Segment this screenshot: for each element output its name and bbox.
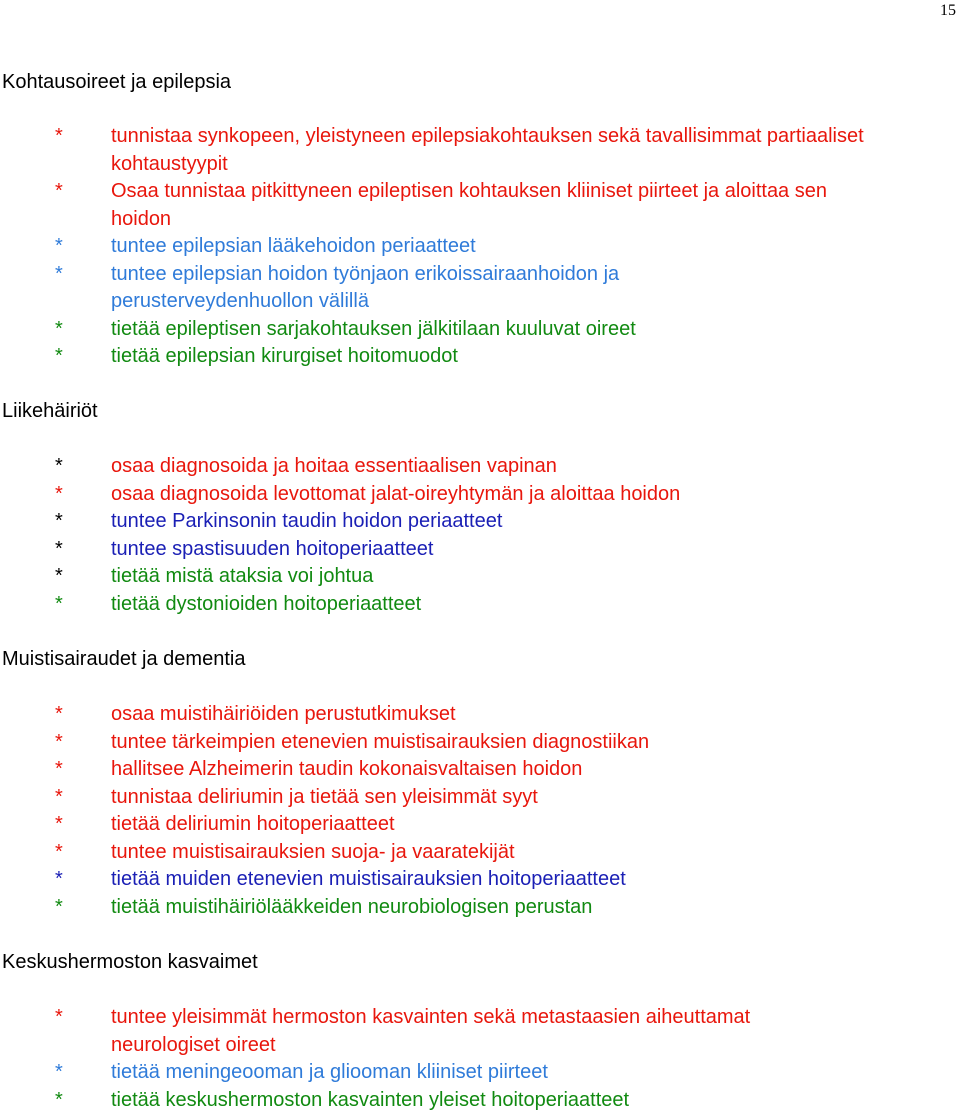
- list-item: [0, 233, 871, 261]
- item-text: tuntee Parkinsonin taudin hoidon periaatteet: [111, 510, 502, 532]
- bullet-asterisk: *: [55, 894, 63, 922]
- bullet-asterisk: *: [55, 536, 63, 564]
- item-text: tunnistaa synkopeen, yleistyneen epilepsiakohtauksen sekä tavallisimmat partiaaliset kohtaustyypit: [111, 125, 864, 175]
- bullet-asterisk: *: [55, 839, 63, 867]
- bullet-asterisk: *: [55, 316, 63, 344]
- bullet-asterisk: *: [55, 1087, 63, 1114]
- list-item: [0, 839, 871, 867]
- section-cns-tumors: [0, 948, 960, 1114]
- section-movement-disorders: [0, 397, 960, 618]
- bullet-asterisk: *: [55, 1059, 63, 1087]
- item-text: tuntee spastisuuden hoitoperiaatteet: [111, 538, 433, 560]
- bullet-asterisk: *: [55, 453, 63, 481]
- list-item: [0, 894, 871, 922]
- list-item: [0, 701, 871, 729]
- section-seizures-epilepsy: [0, 68, 960, 371]
- bullet-asterisk: *: [55, 784, 63, 812]
- list-item: [0, 729, 871, 757]
- item-text: Osaa tunnistaa pitkittyneen epileptisen kohtauksen kliiniset piirteet ja aloittaa sen hoidon: [111, 180, 827, 230]
- list-item: [0, 784, 871, 812]
- list-item: [0, 178, 871, 233]
- item-text: tuntee epilepsian hoidon työnjaon erikoissairaanhoidon ja perusterveydenhuollon välillä: [111, 263, 619, 313]
- item-text: tietää muiden etenevien muistisairauksien hoitoperiaatteet: [111, 868, 626, 890]
- page-number: 15: [940, 2, 956, 20]
- bullet-asterisk: *: [55, 756, 63, 784]
- section-memory-disorders-dementia: [0, 645, 960, 921]
- list-item: [0, 1087, 871, 1114]
- item-text: tunnistaa deliriumin ja tietää sen yleisimmät syyt: [111, 786, 538, 808]
- list-item: [0, 508, 871, 536]
- item-text: hallitsee Alzheimerin taudin kokonaisvaltaisen hoidon: [111, 758, 582, 780]
- item-text: tuntee yleisimmät hermoston kasvainten sekä metastaasien aiheuttamat neurologiset oireet: [111, 1006, 750, 1056]
- objective-list: [0, 701, 960, 921]
- section-heading: Muistisairaudet ja dementia: [0, 645, 960, 673]
- objective-list: [0, 1004, 960, 1114]
- bullet-asterisk: *: [55, 563, 63, 591]
- item-text: tietää meningeooman ja gliooman kliiniset piirteet: [111, 1061, 548, 1083]
- list-item: [0, 536, 871, 564]
- list-item: [0, 343, 871, 371]
- bullet-asterisk: *: [55, 729, 63, 757]
- list-item: [0, 866, 871, 894]
- bullet-asterisk: *: [55, 1004, 63, 1032]
- item-text: osaa muistihäiriöiden perustutkimukset: [111, 703, 456, 725]
- item-text: tietää epileptisen sarjakohtauksen jälkitilaan kuuluvat oireet: [111, 318, 636, 340]
- section-heading: Kohtausoireet ja epilepsia: [0, 68, 960, 96]
- list-item: [0, 453, 871, 481]
- item-text: tuntee muistisairauksien suoja- ja vaaratekijät: [111, 841, 515, 863]
- list-item: [0, 563, 871, 591]
- item-text: tietää deliriumin hoitoperiaatteet: [111, 813, 395, 835]
- list-item: [0, 756, 871, 784]
- list-item: [0, 1004, 771, 1059]
- bullet-asterisk: *: [55, 508, 63, 536]
- bullet-asterisk: *: [55, 233, 63, 261]
- bullet-asterisk: *: [55, 178, 63, 206]
- item-text: tietää keskushermoston kasvainten yleiset hoitoperiaatteet: [111, 1089, 629, 1111]
- item-text: tuntee tärkeimpien etenevien muistisairauksien diagnostiikan: [111, 731, 649, 753]
- section-heading: Liikehäiriöt: [0, 397, 960, 425]
- list-item: [0, 481, 871, 509]
- item-text: osaa diagnosoida ja hoitaa essentiaalisen vapinan: [111, 455, 557, 477]
- bullet-asterisk: *: [55, 481, 63, 509]
- item-text: tuntee epilepsian lääkehoidon periaatteet: [111, 235, 476, 257]
- list-item: [0, 261, 791, 316]
- objective-list: [0, 453, 960, 618]
- item-text: tietää dystonioiden hoitoperiaatteet: [111, 593, 421, 615]
- item-text: osaa diagnosoida levottomat jalat-oireyhtymän ja aloittaa hoidon: [111, 483, 680, 505]
- section-heading: Keskushermoston kasvaimet: [0, 948, 960, 976]
- bullet-asterisk: *: [55, 123, 63, 151]
- list-item: [0, 811, 871, 839]
- item-text: tietää epilepsian kirurgiset hoitomuodot: [111, 345, 458, 367]
- item-text: tietää muistihäiriölääkkeiden neurobiologisen perustan: [111, 896, 592, 918]
- bullet-asterisk: *: [55, 591, 63, 619]
- item-text: tietää mistä ataksia voi johtua: [111, 565, 373, 587]
- bullet-asterisk: *: [55, 866, 63, 894]
- list-item: [0, 316, 871, 344]
- bullet-asterisk: *: [55, 811, 63, 839]
- objective-list: [0, 123, 960, 371]
- bullet-asterisk: *: [55, 261, 63, 289]
- list-item: [0, 1059, 871, 1087]
- bullet-asterisk: *: [55, 701, 63, 729]
- bullet-asterisk: *: [55, 343, 63, 371]
- list-item: [0, 123, 871, 178]
- list-item: [0, 591, 871, 619]
